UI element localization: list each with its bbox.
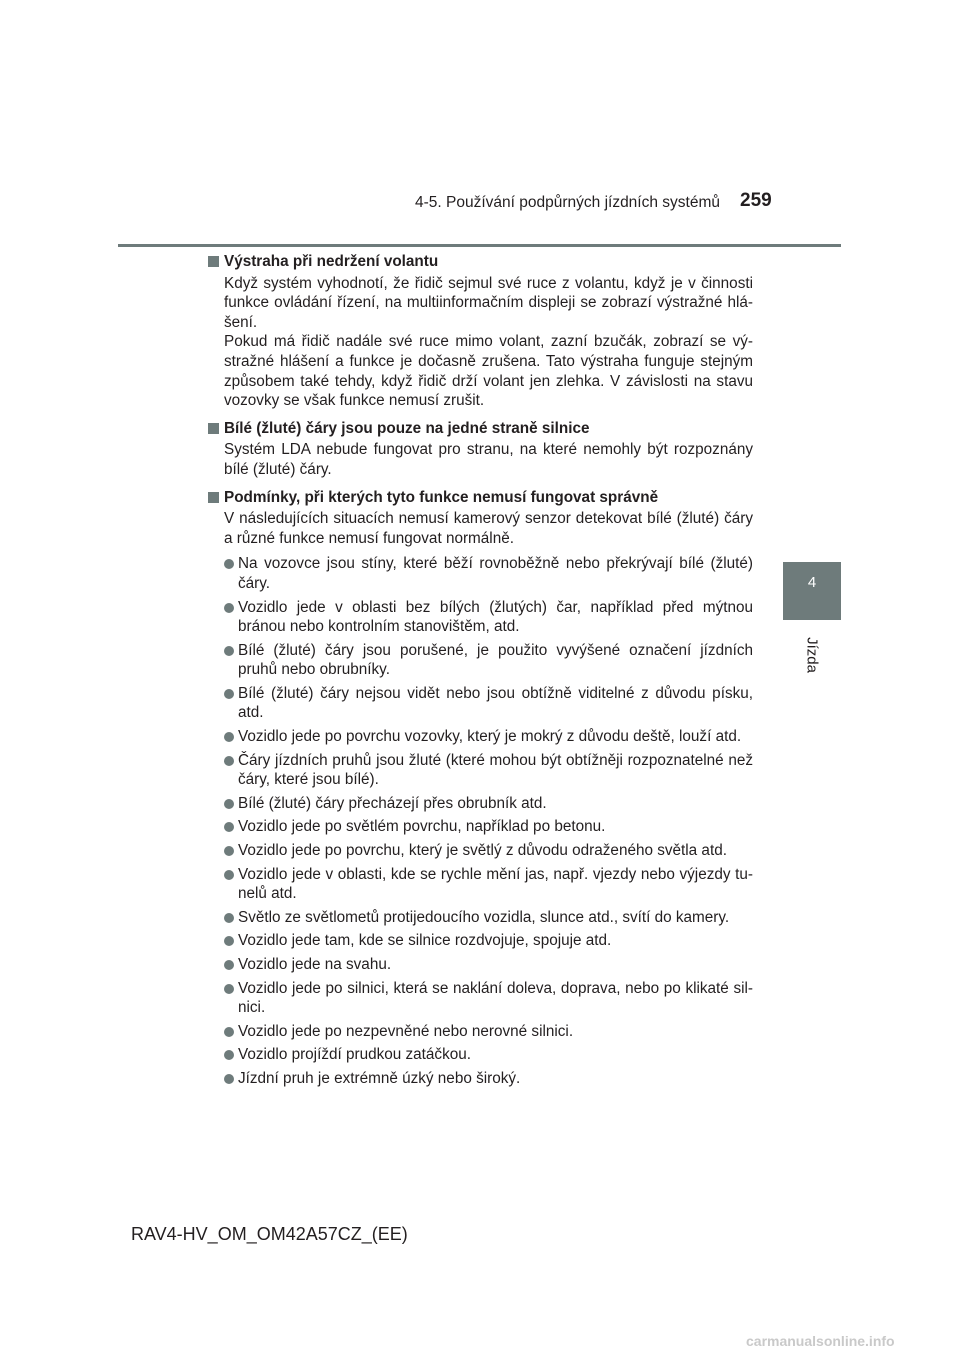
bullet-dot-icon	[224, 646, 234, 656]
page-content	[208, 252, 753, 1097]
list-item: Světlo ze světlometů protijedoucího vozidla, slunce atd., svítí do kamery.	[208, 908, 753, 928]
list-item: Bílé (žluté) čáry jsou porušené, je použito vyvýšené označení jízdních pruhů nebo obrubníky.	[208, 641, 753, 680]
header-divider	[118, 244, 841, 247]
list-item: Vozidlo jede po světlém povrchu, například po betonu.	[208, 817, 753, 837]
section-title: 4-5. Používání podpůrných jízdních systémů	[415, 194, 720, 211]
square-bullet-icon	[208, 492, 219, 503]
section-heading-text: Bílé (žluté) čáry jsou pouze na jedné straně silnice	[224, 419, 590, 437]
list-item: Vozidlo jede po povrchu, který je světlý z důvodu odraženého světla atd.	[208, 841, 753, 861]
paragraph: V následujících situacích nemusí kamerový senzor detekovat bílé (žluté) čáry a různé funkce nemusí fungovat normálně.	[224, 510, 753, 547]
list-item: Čáry jízdních pruhů jsou žluté (které mohou být obtížněji rozpoznatelné než čáry, které jsou bílé).	[208, 751, 753, 790]
list-item: Vozidlo jede na svahu.	[208, 955, 753, 975]
section-conditions	[208, 488, 753, 1089]
list-item: Vozidlo jede po silnici, která se naklání doleva, doprava, nebo po klikaté sil-nici.	[208, 979, 753, 1018]
paragraph: Pokud má řidič nadále své ruce mimo volant, zazní bzučák, zobrazí se vý-stražné hlášení a funkce je dočasně zrušena. Tato výstraha funguje stejným způsobem také tehdy, když řidič drží volant jen zlehka. V závislosti na stavu vozovky se však funkce nemusí zrušit.	[224, 333, 753, 410]
paragraph: Když systém vyhodnotí, že řidič sejmul své ruce z volantu, když je v činnosti funkce ovládání řízení, na multiinformačním displeji se zobrazí výstražné hlá-šení.	[224, 274, 753, 331]
chapter-tab	[783, 562, 841, 620]
bullet-dot-icon	[224, 559, 234, 569]
bullet-dot-icon	[224, 1050, 234, 1060]
bullet-dot-icon	[224, 603, 234, 613]
section-heading-text: Výstraha při nedržení volantu	[224, 253, 439, 270]
page-number: 259	[740, 190, 772, 211]
bullet-dot-icon	[224, 732, 234, 742]
paragraph: Systém LDA nebude fungovat pro stranu, na které nemohly být rozpoznány bílé (žluté) čáry.	[224, 441, 753, 478]
bullet-dot-icon	[224, 822, 234, 832]
bullet-dot-icon	[224, 870, 234, 880]
bullet-dot-icon	[224, 984, 234, 994]
page-header	[0, 0, 960, 260]
list-item: Bílé (žluté) čáry přecházejí přes obrubník atd.	[208, 794, 753, 814]
section-heading	[208, 419, 753, 439]
bullet-dot-icon	[224, 756, 234, 766]
list-item: Vozidlo jede v oblasti bez bílých (žlutých) čar, například před mýtnou bránou nebo kontrolním stanovištěm, atd.	[208, 598, 753, 637]
list-item: Vozidlo projíždí prudkou zatáčkou.	[208, 1045, 753, 1065]
watermark: carmanualsonline.info	[746, 1333, 895, 1349]
section-one-side-lines	[208, 419, 753, 480]
document-code: RAV4-HV_OM_OM42A57CZ_(EE)	[131, 1224, 408, 1244]
list-item: Vozidlo jede tam, kde se silnice rozdvojuje, spojuje atd.	[208, 931, 753, 951]
list-item: Vozidlo jede v oblasti, kde se rychle mění jas, např. vjezdy nebo výjezdy tu-nelů atd.	[208, 865, 753, 904]
bullet-dot-icon	[224, 799, 234, 809]
bullet-dot-icon	[224, 1074, 234, 1084]
bullet-dot-icon	[224, 689, 234, 699]
list-item: Na vozovce jsou stíny, které běží rovnoběžně nebo překrývají bílé (žluté) čáry.	[208, 554, 753, 593]
bullet-dot-icon	[224, 846, 234, 856]
chapter-number: 4	[807, 574, 817, 591]
list-item: Bílé (žluté) čáry nejsou vidět nebo jsou obtížně viditelné z důvodu písku, atd.	[208, 684, 753, 723]
conditions-list	[208, 554, 753, 1088]
list-item: Vozidlo jede po povrchu vozovky, který je mokrý z důvodu deště, louží atd.	[208, 727, 753, 747]
list-item: Jízdní pruh je extrémně úzký nebo široký.	[208, 1069, 753, 1089]
section-heading	[208, 488, 753, 508]
square-bullet-icon	[208, 423, 219, 434]
section-hands-off-warning	[208, 252, 753, 411]
bullet-dot-icon	[224, 1027, 234, 1037]
list-item: Vozidlo jede po nezpevněné nebo nerovné silnici.	[208, 1022, 753, 1042]
bullet-dot-icon	[224, 913, 234, 923]
chapter-label: Jízda	[803, 637, 821, 673]
bullet-dot-icon	[224, 936, 234, 946]
section-heading	[208, 252, 753, 272]
square-bullet-icon	[208, 256, 219, 267]
bullet-dot-icon	[224, 960, 234, 970]
section-heading-text: Podmínky, při kterých tyto funkce nemusí fungovat správně	[224, 488, 659, 506]
